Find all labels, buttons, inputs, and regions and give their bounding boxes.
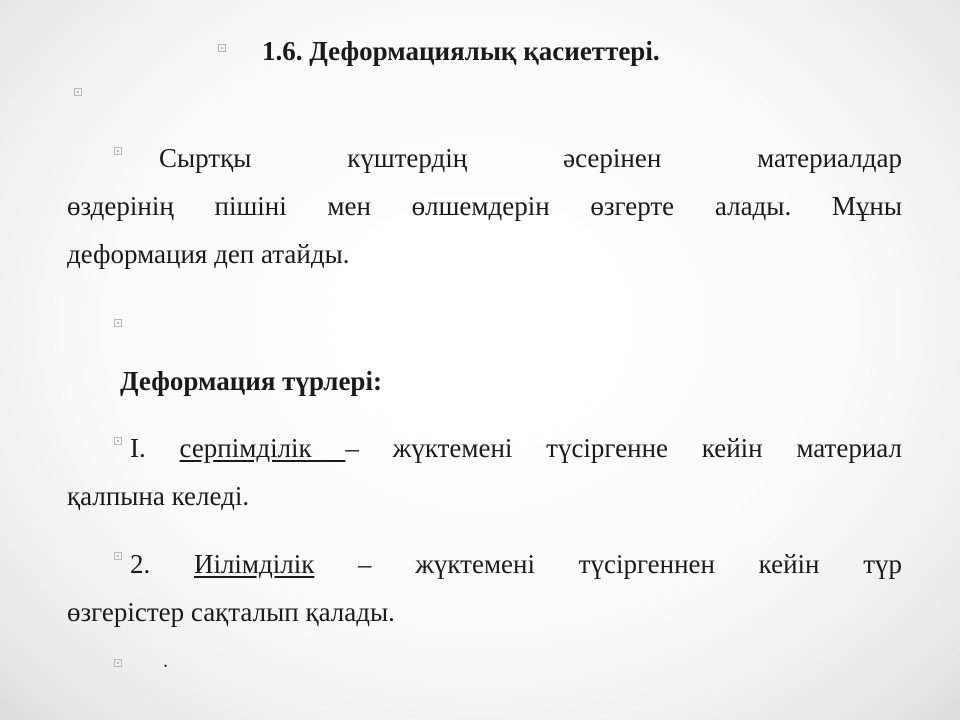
- item1-prefix: I.: [130, 433, 180, 463]
- intro-word: күштердің: [347, 143, 468, 173]
- slide-title: 1.6. Деформациялық қасиеттері.: [262, 36, 660, 66]
- item2-term: Иілімділік: [193, 549, 315, 579]
- intro-line-1: [67, 134, 902, 182]
- types-heading: Деформация түрлері:: [120, 366, 382, 396]
- intro-line-3: деформация деп атайды.: [67, 239, 350, 269]
- item1-line-1: [67, 424, 902, 472]
- item1-term: серпімділік: [179, 433, 346, 463]
- item2-line-1: [67, 540, 902, 588]
- intro-line-2: өздерінің пішіні мен өлшемдерін өзгерте алады. Мұны: [67, 191, 902, 221]
- trailing-dot: .: [163, 650, 168, 672]
- item1-line-2: қалпына келеді.: [67, 481, 250, 511]
- bullet-icon: [114, 659, 122, 667]
- item2-text: – жүктемені түсіргеннен кейін түр: [314, 549, 903, 579]
- list-item: [67, 540, 902, 636]
- intro-word: әсерінен: [563, 143, 662, 173]
- bullet-icon: [114, 319, 122, 327]
- intro-word: Сыртқы: [159, 143, 252, 173]
- item2-line-2: өзгерістер сақталып қалады.: [67, 597, 395, 627]
- item1-text: – жүктемені түсіргенне кейін материал: [345, 433, 902, 463]
- intro-word: материалдар: [757, 143, 902, 173]
- bullet-icon: [218, 44, 226, 52]
- list-item: [67, 424, 902, 520]
- intro-paragraph: [67, 134, 902, 278]
- bullet-icon: [74, 88, 82, 96]
- item2-prefix: 2.: [130, 549, 194, 579]
